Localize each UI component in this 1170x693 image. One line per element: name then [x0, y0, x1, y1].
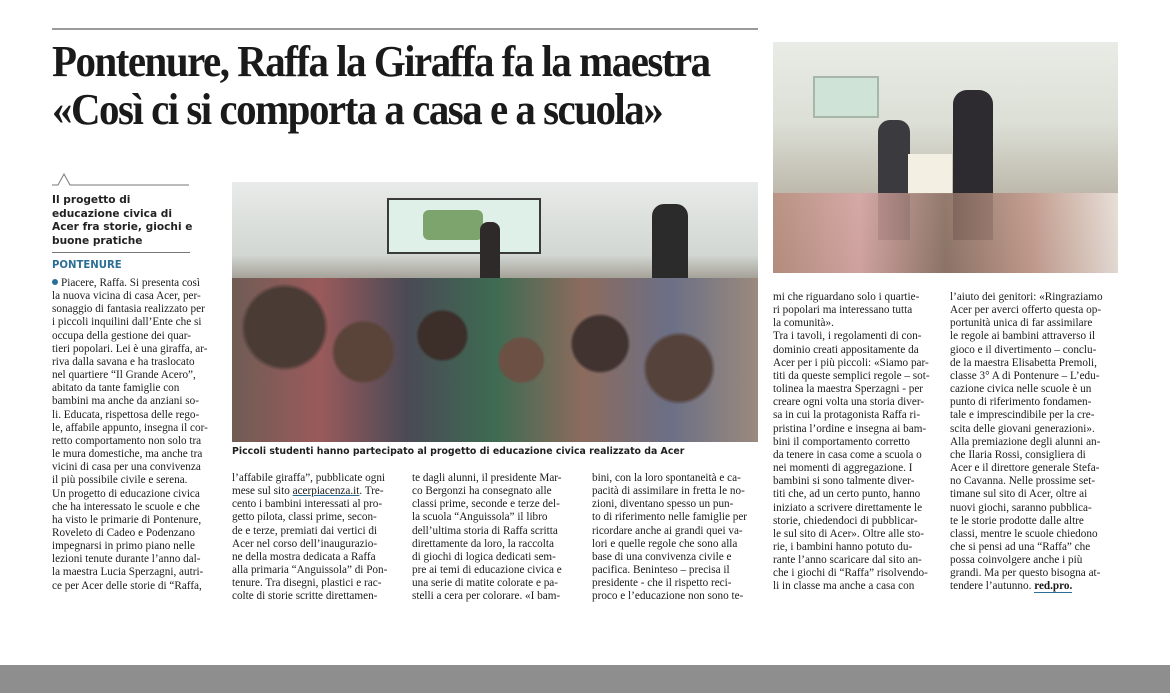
text-line: lezioni tenute durante l’anno dal- [52, 553, 201, 566]
text-line: ne della mostra dedicata a Raffa [232, 550, 376, 563]
text-line: bambini si sono talmente diver- [773, 475, 915, 488]
text-line: tale e imprescindibile per la cre- [950, 409, 1095, 422]
text-line: getto pilota, classi prime, secon- [232, 511, 377, 524]
text-line: Roveleto di Cadeo e Podenzano [52, 526, 195, 539]
photo-students-crowd [232, 278, 758, 442]
text-line: l’aiuto dei genitori: «Ringraziamo [950, 291, 1103, 303]
text-line: storie, chiedendoci di pubblicar- [773, 514, 918, 527]
photo-presenter [480, 222, 500, 284]
text-line: possa coinvolgere anche i più [950, 554, 1083, 567]
text-line: creare ogni volta una storia diver- [773, 396, 925, 409]
text-line: proco e l’educazione non sono te- [592, 590, 744, 603]
text-line: li. Educata, rispettosa delle rego- [52, 408, 200, 421]
text-line: la comunità». [773, 317, 834, 330]
text-line: Acer per i più piccoli: «Siamo par- [773, 356, 929, 369]
article-column-4 [592, 472, 760, 604]
text-line: tenure. Tra disegni, plastici e rac- [232, 577, 382, 590]
text-line: li in classe ma anche a casa con [773, 580, 915, 593]
text-line: zioni, diventano spesso un pun- [592, 498, 734, 511]
text-line: lori e quelle regole che sono alla [592, 537, 738, 550]
text-line: timane sul sito di Acer, oltre ai [950, 488, 1088, 501]
text-line: che si pensi ad una “Raffa” che [950, 540, 1091, 553]
text-line: pristina l’ordine e insegna ai bam- [773, 422, 927, 435]
deck-divider [52, 252, 190, 253]
photo-board [813, 76, 879, 118]
text-line: colte di storie scritte direttamen- [232, 590, 378, 603]
text-line: mi che riguardano solo i quartie- [773, 291, 920, 303]
text-line: Alla premiazione degli alunni an- [950, 435, 1101, 448]
kicker-location: PONTENURE [52, 258, 122, 271]
text-line: dell’ultima storia di Raffa scritta [412, 524, 558, 537]
text-line: mese sul sito acerpiacenza.it. Tre- [232, 485, 384, 498]
article-column-5 [773, 291, 941, 594]
text-line: classe 3° A di Pontenure – L’edu- [950, 369, 1100, 382]
text-line: pre ai temi di educazione civica e [412, 564, 562, 577]
article-column-6 [950, 291, 1120, 594]
headline [52, 38, 717, 134]
text-line: la maestra Lucia Sperzagni, autri- [52, 566, 204, 579]
acer-website-link[interactable]: acerpiacenza.it [292, 485, 360, 498]
text-line: Piacere, Raffa. Si presenta così [52, 277, 217, 290]
text-line: occupa della gestione dei quar- [52, 329, 191, 342]
text-line: punto di riferimento fondamen- [950, 396, 1092, 409]
top-rule [52, 28, 758, 30]
text-line: classi, mentre le scuole chiedono [950, 527, 1098, 540]
text-line: cento i bambini interessati al pro- [232, 498, 383, 511]
photo-caption: Piccoli studenti hanno partecipato al progetto di educazione civica realizzato da Acer [232, 446, 685, 457]
text-line: alla primaria “Anguissola” di Pon- [232, 564, 388, 577]
text-line: le, affabile appunto, insegna il cor- [52, 421, 208, 434]
text-line: pacità di assimilare in fretta le no- [592, 485, 745, 498]
bottom-bar [0, 665, 1170, 693]
text-line: retto comportamento non solo tra [52, 434, 202, 447]
text-line: tendere l’autunno. red.pro. [950, 580, 1073, 593]
text-line: che i giochi di “Raffa” risolvendo- [773, 567, 928, 580]
author-signature: red.pro. [1034, 580, 1073, 593]
text-line: impegnarsi in primo piano nelle [52, 540, 195, 553]
photo-drawing [908, 154, 952, 194]
text-line: dominio creati appositamente da [773, 343, 919, 356]
text-line: le regole ai bambini attraverso il [950, 330, 1096, 343]
photo-children [773, 193, 1118, 273]
article-column-3 [412, 472, 582, 604]
bullet-icon [52, 279, 58, 285]
text-line: de la maestra Elisabetta Premoli, [950, 356, 1097, 369]
text-line: Un progetto di educazione civica [52, 487, 200, 500]
text-line: le sul sito di Acer». Oltre alle sto- [773, 527, 924, 540]
text-line: vicini di casa per una convivenza [52, 461, 201, 474]
text-line: iniziato a scrivere direttamente le [773, 501, 923, 514]
headline-line-2: «Così ci si comporta a casa e a scuola» [52, 85, 663, 134]
text-line: pacifica. Beninteso – precisa il [592, 564, 730, 577]
text-line: sonaggio di fantasia realizzato per [52, 303, 205, 316]
text-line: sa in cui la protagonista Raffa ri- [773, 409, 921, 422]
text-line: stelli a cera per colorare. «I bam- [412, 590, 561, 603]
text-line: una serie di matite colorate e pa- [412, 577, 558, 590]
text-line: i piccoli inquilini dall’Ente che si [52, 316, 202, 329]
text-line: tolinea la maestra Sperzagni - per [773, 383, 924, 396]
text-line: il più possibile civile e serena. [52, 474, 188, 487]
text-line: Tra i tavoli, i regolamenti di con- [773, 330, 922, 343]
text-line: Acer per averci offerto questa op- [950, 304, 1102, 317]
text-line: no Cavanna. Nelle prossime set- [950, 475, 1096, 488]
text-fragment: . Tre- [359, 485, 384, 498]
deck-ornament [52, 172, 189, 186]
text-line: abitato da tante famiglie con [52, 382, 180, 395]
text-line: rante l’anno scaricare dal sito an- [773, 554, 922, 567]
text-line: nuovi giochi, saranno pubblica- [950, 501, 1092, 514]
text-line: che ha interessato le scuole e che [52, 500, 200, 513]
text-line: da tenere in casa come a scuola o [773, 448, 922, 461]
text-line: ce per Acer delle storie di “Raffa, [52, 579, 202, 592]
text-line: Acer nel corso dell’inaugurazio- [232, 537, 378, 550]
text-line: gioco e il divertimento – conclu- [950, 343, 1097, 356]
text-line: de e terze, premiati dai vertici di [232, 524, 378, 537]
text-line: base di una convivenza civile e [592, 550, 732, 563]
text-line: ri popolari ma interessano tutta [773, 304, 913, 317]
headline-line-1: Pontenure, Raffa la Giraffa fa la maestra [52, 37, 710, 86]
text-line: tieri popolari. Lei è una giraffa, ar- [52, 342, 208, 355]
article-column-2 [232, 472, 402, 604]
text-line: nel quartiere “Il Grande Acero”, [52, 369, 196, 382]
text-line: classi prime, seconde e terze del- [412, 498, 560, 511]
text-line: titi che, ad un certo punto, hanno [773, 488, 921, 501]
text-line: rie, i bambini hanno potuto du- [773, 540, 913, 553]
text-line: le mura domestiche, ma anche tra [52, 448, 203, 461]
text-line: l’affabile giraffa”, pubblicate ogni [232, 472, 386, 484]
text-line: Acer e il direttore generale Stefa- [950, 462, 1100, 475]
photo-classroom [232, 182, 758, 442]
text-line: bambini ma anche da anziani so- [52, 395, 199, 408]
text-line: direttamente da loro, la raccolta [412, 537, 554, 550]
photo-ceremony [773, 42, 1118, 273]
photo-projector-screen [387, 198, 541, 254]
text-line: riva dalla savana e ha traslocato [52, 355, 195, 368]
deck-subtitle: Il progetto di educazione civica di Acer fra storie, giochi e buone pratiche [52, 194, 193, 247]
text-line: titi da queste semplici regole – sot- [773, 369, 930, 382]
text-line: scita delle giovani generazioni». [950, 422, 1095, 435]
text-line: la scuola “Anguissola” il libro [412, 511, 548, 524]
text-line: la nuova vicina di casa Acer, per- [52, 290, 201, 303]
text-line: bini il comportamento corretto [773, 435, 911, 448]
text-line: portunità unica di far assimilare [950, 317, 1093, 330]
text-line: nei momenti di aggregazione. I [773, 462, 913, 475]
text-line: presidente - che il rispetto reci- [592, 577, 732, 590]
text-line: bini, con la loro spontaneità e ca- [592, 472, 741, 484]
text-line: di giochi di logica dedicati sem- [412, 550, 556, 563]
text-line: ricordare anche ai grandi quei va- [592, 524, 743, 537]
article-column-1 [52, 277, 217, 593]
text-line: che Ilaria Rossi, consigliera di [950, 448, 1086, 461]
text-line: te le storie prodotte dalle altre [950, 514, 1084, 527]
text-line: co Bergonzi ha consegnato alle [412, 485, 552, 498]
text-line: grandi. Ma per questo bisogna at- [950, 567, 1101, 580]
text-line: to di riferimento nelle famiglie per [592, 511, 748, 524]
text-line: cazione civica nelle scuole è un [950, 383, 1092, 396]
text-line: ha visto le primarie di Pontenure, [52, 513, 202, 526]
text-line: te dagli alunni, il presidente Mar- [412, 472, 562, 484]
